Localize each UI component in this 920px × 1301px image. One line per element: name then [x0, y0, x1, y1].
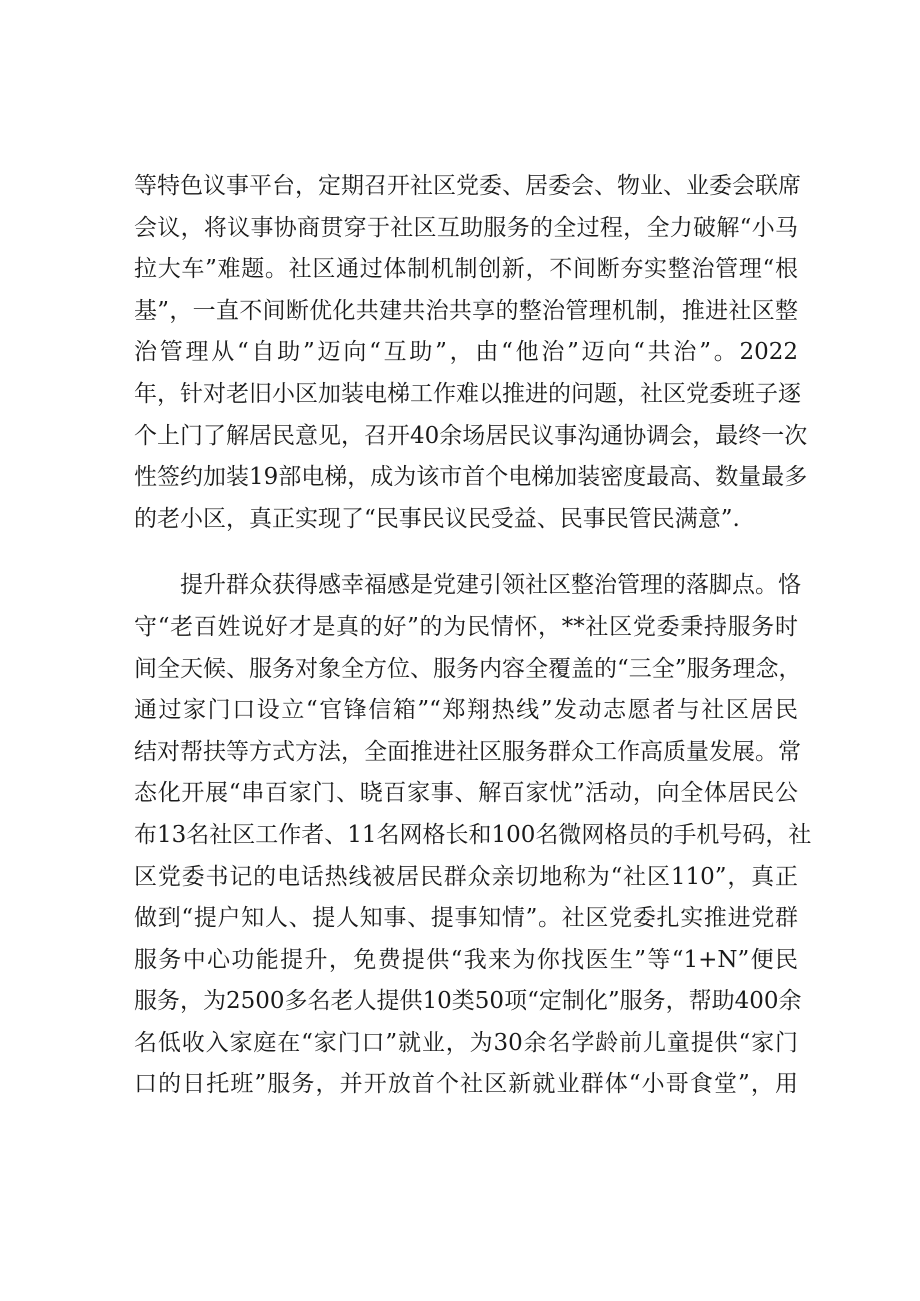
text-line: 口的日托班”服务，并开放首个社区新就业群体“小哥食堂”，用	[134, 1071, 798, 1098]
text-line: 名低收入家庭在“家门口”就业，为30余名学龄前儿童提供“家门	[134, 1029, 798, 1056]
text-line: 提升群众获得感幸福感是党建引领社区整治管理的落脚点。恪	[134, 572, 801, 599]
text-line: 布13名社区工作者、11名网格长和100名微网格员的手机号码，社	[134, 821, 812, 848]
paragraph-spacer	[134, 540, 798, 565]
text-line: 年，针对老旧小区加装电梯工作难以推进的问题，社区党委班子逐	[134, 380, 801, 407]
text-line: 通过家门口设立“官锋信箱”“郑翔热线”发动志愿者与社区居民	[134, 697, 798, 724]
text-line: 会议，将议事协商贯穿于社区互助服务的全过程，全力破解“小马	[134, 214, 798, 241]
document-body	[134, 166, 812, 1106]
text-line: 态化开展“串百家门、晓百家事、解百家忧”活动，向全体居民公	[134, 780, 798, 807]
text-line: 做到“提户知人、提人知事、提事知情”。社区党委扎实推进党群	[134, 905, 798, 932]
text-line: 基”，一直不间断优化共建共治共享的整治管理机制，推进社区整	[134, 297, 798, 324]
text-line: 守“老百姓说好才是真的好”的为民情怀，**社区党委秉持服务时	[134, 613, 798, 640]
text-line: 区党委书记的电话热线被居民群众亲切地称为“社区110”，真正	[134, 863, 798, 890]
text-line: 服务，为2500多名老人提供10类50项“定制化”服务，帮助400余	[134, 988, 802, 1015]
text-line: 结对帮扶等方式方法，全面推进社区服务群众工作高质量发展。常	[134, 738, 801, 765]
text-line: 个上门了解居民意见，召开40余场居民议事沟通协调会，最终一次	[134, 422, 808, 449]
paragraph-1	[134, 166, 808, 540]
text-line: 等特色议事平台，定期召开社区党委、居委会、物业、业委会联席	[134, 173, 801, 199]
paragraph-2	[134, 565, 812, 1106]
text-line: 拉大车”难题。社区通过体制机制创新，不间断夯实整治管理“根	[134, 256, 798, 283]
text-line: 性签约加装19部电梯，成为该市首个电梯加装密度最高、数量最多	[134, 464, 808, 491]
text-line: 治管理从“自助”迈向“互助”，由“他治”迈向“共治”。2022	[134, 339, 798, 366]
text-line: 的老小区，真正实现了“民事民议民受益、民事民管民满意”.	[134, 505, 740, 532]
text-line: 服务中心功能提升，免费提供“我来为你找医生”等“1+N”便民	[134, 946, 798, 973]
text-line: 间全天候、服务对象全方位、服务内容全覆盖的“三全”服务理念，	[134, 655, 802, 682]
